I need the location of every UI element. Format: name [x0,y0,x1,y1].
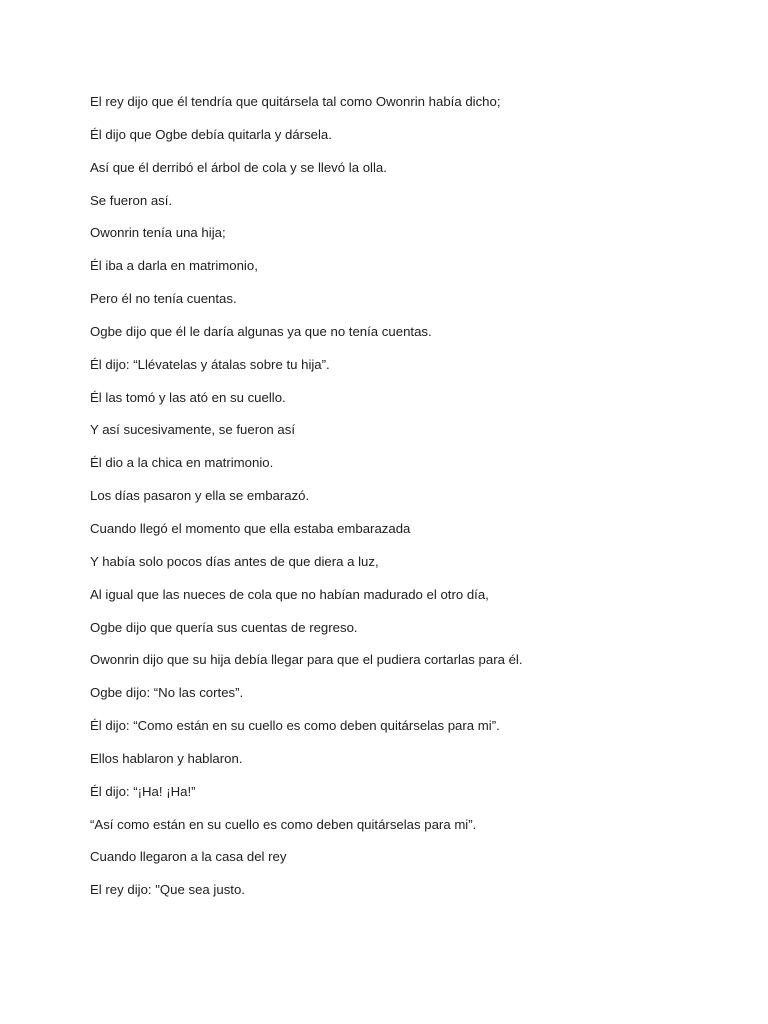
text-line: Él las tomó y las ató en su cuello. [90,389,286,405]
text-line: Y había solo pocos días antes de que diera a luz, [90,553,379,569]
text-line: “Así como están en su cuello es como deben quitárselas para mi”. [90,816,477,832]
text-line: Pero él no tenía cuentas. [90,291,237,307]
text-line: Y así sucesivamente, se fueron así [90,422,296,438]
text-line: Él dio a la chica en matrimonio. [90,455,274,471]
text-line: Él dijo que Ogbe debía quitarla y dársela. [90,126,332,142]
text-line: Así que él derribó el árbol de cola y se llevó la olla. [90,159,387,175]
text-line: El rey dijo: "Que sea justo. [90,882,245,898]
text-line: Se fueron así. [90,192,173,208]
text-line: Él dijo: “Llévatelas y átalas sobre tu hija”. [90,356,330,372]
text-line: Owonrin dijo que su hija debía llegar para que el pudiera cortarlas para él. [90,652,523,668]
text-line: Ogbe dijo que quería sus cuentas de regreso. [90,619,358,635]
text-line: Los días pasaron y ella se embarazó. [90,488,310,504]
text-line: Cuando llegaron a la casa del rey [90,849,287,865]
text-line: Él dijo: “Como están en su cuello es como deben quitárselas para mi”. [90,718,500,734]
text-line: El rey dijo que él tendría que quitársela tal como Owonrin había dicho; [90,94,501,109]
document-body [90,92,730,913]
text-line: Él dijo: “¡Ha! ¡Ha!” [90,783,196,799]
text-line: Ellos hablaron y hablaron. [90,750,243,766]
text-line: Ogbe dijo que él le daría algunas ya que no tenía cuentas. [90,323,432,339]
text-line: Él iba a darla en matrimonio, [90,258,258,274]
text-line: Owonrin tenía una hija; [90,225,226,241]
text-line: Cuando llegó el momento que ella estaba embarazada [90,520,411,536]
text-line: Al igual que las nueces de cola que no habían madurado el otro día, [90,586,489,602]
text-line: Ogbe dijo: “No las cortes”. [90,685,244,701]
